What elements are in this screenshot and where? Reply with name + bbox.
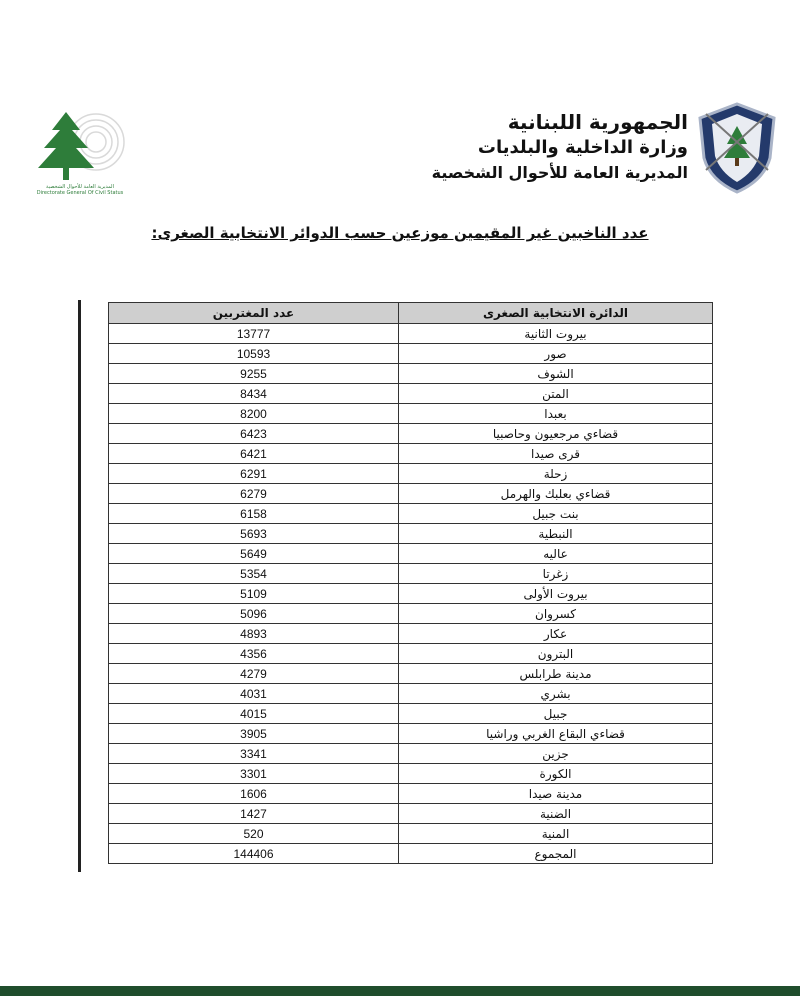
district-name: بيروت الأولى	[399, 584, 713, 604]
table-row	[109, 764, 713, 784]
footer-bar	[0, 986, 800, 996]
district-name: بعبدا	[399, 404, 713, 424]
district-name: مدينة صيدا	[399, 784, 713, 804]
table-row	[109, 604, 713, 624]
logo-caption-arabic: المديرية العامة للأحوال الشخصية	[46, 184, 114, 190]
expat-count: 5354	[109, 564, 399, 584]
district-name: قضاءي البقاع الغربي وراشيا	[399, 724, 713, 744]
district-name: النبطية	[399, 524, 713, 544]
expat-count: 4279	[109, 664, 399, 684]
expat-count: 5109	[109, 584, 399, 604]
expat-count: 4893	[109, 624, 399, 644]
district-name: كسروان	[399, 604, 713, 624]
expat-count: 4031	[109, 684, 399, 704]
expat-count: 3905	[109, 724, 399, 744]
expat-count: 4356	[109, 644, 399, 664]
header-expat-count: عدد المغتربين	[109, 303, 399, 324]
district-name: جبيل	[399, 704, 713, 724]
table-header-row	[109, 303, 713, 324]
district-name: زغرتا	[399, 564, 713, 584]
table-row	[109, 344, 713, 364]
expat-count: 1427	[109, 804, 399, 824]
district-name: بشري	[399, 684, 713, 704]
expat-count: 6291	[109, 464, 399, 484]
table-row	[109, 424, 713, 444]
republic-name: الجمهورية اللبنانية	[507, 110, 688, 134]
ministry-header	[432, 110, 688, 185]
expat-count: 9255	[109, 364, 399, 384]
voters-table	[108, 302, 713, 864]
district-name: عكار	[399, 624, 713, 644]
expat-count: 6423	[109, 424, 399, 444]
expat-count: 4015	[109, 704, 399, 724]
table-row	[109, 364, 713, 384]
logo-caption-english: Directorate General Of Civil Status	[36, 190, 124, 196]
table-row	[109, 744, 713, 764]
table-row	[109, 524, 713, 544]
district-name: المنية	[399, 824, 713, 844]
district-name: صور	[399, 344, 713, 364]
district-name: المتن	[399, 384, 713, 404]
district-name: المجموع	[399, 844, 713, 864]
district-name: الضنية	[399, 804, 713, 824]
district-name: مدينة طرابلس	[399, 664, 713, 684]
expat-count: 1606	[109, 784, 399, 804]
district-name: البترون	[399, 644, 713, 664]
directorate-name: المديرية العامة للأحوال الشخصية	[431, 163, 688, 182]
table-row	[109, 384, 713, 404]
table-total-row	[109, 844, 713, 864]
expat-count: 6421	[109, 444, 399, 464]
table-row	[109, 504, 713, 524]
logo-caption	[32, 184, 128, 196]
table-row	[109, 704, 713, 724]
ministry-name: وزارة الداخلية والبلديات	[477, 137, 688, 158]
expat-count: 13777	[109, 324, 399, 344]
table-row	[109, 624, 713, 644]
district-name: بيروت الثانية	[399, 324, 713, 344]
table-row	[109, 644, 713, 664]
expat-count: 3341	[109, 744, 399, 764]
table-row	[109, 544, 713, 564]
district-name: قضاءي مرجعيون وحاصبيا	[399, 424, 713, 444]
expat-count: 10593	[109, 344, 399, 364]
table-row	[109, 804, 713, 824]
table-row	[109, 464, 713, 484]
expat-count: 144406	[109, 844, 399, 864]
district-name: الشوف	[399, 364, 713, 384]
expat-count: 520	[109, 824, 399, 844]
table-row	[109, 584, 713, 604]
document-title: عدد الناخبين غير المقيمين موزعين حسب الدوائر الانتخابية الصغرى:	[151, 224, 649, 242]
table-row	[109, 484, 713, 504]
table-row	[109, 724, 713, 744]
district-name: قرى صيدا	[399, 444, 713, 464]
table-row	[109, 684, 713, 704]
expat-count: 6279	[109, 484, 399, 504]
district-name: عاليه	[399, 544, 713, 564]
table-row	[109, 824, 713, 844]
district-name: الكورة	[399, 764, 713, 784]
expat-count: 5693	[109, 524, 399, 544]
margin-rule	[78, 300, 81, 872]
expat-count: 3301	[109, 764, 399, 784]
table-row	[109, 664, 713, 684]
shield-cedar-emblem-icon	[694, 100, 780, 196]
table-body	[109, 324, 713, 864]
expat-count: 8434	[109, 384, 399, 404]
expat-count: 5649	[109, 544, 399, 564]
table-row	[109, 404, 713, 424]
expat-count: 5096	[109, 604, 399, 624]
table-row	[109, 784, 713, 804]
expat-count: 8200	[109, 404, 399, 424]
table-row	[109, 444, 713, 464]
district-name: قضاءي بعلبك والهرمل	[399, 484, 713, 504]
header-district: الدائرة الانتخابية الصغرى	[399, 303, 713, 324]
table-row	[109, 564, 713, 584]
expat-count: 6158	[109, 504, 399, 524]
district-name: زحلة	[399, 464, 713, 484]
district-name: جزين	[399, 744, 713, 764]
table-row	[109, 324, 713, 344]
district-name: بنت جبيل	[399, 504, 713, 524]
